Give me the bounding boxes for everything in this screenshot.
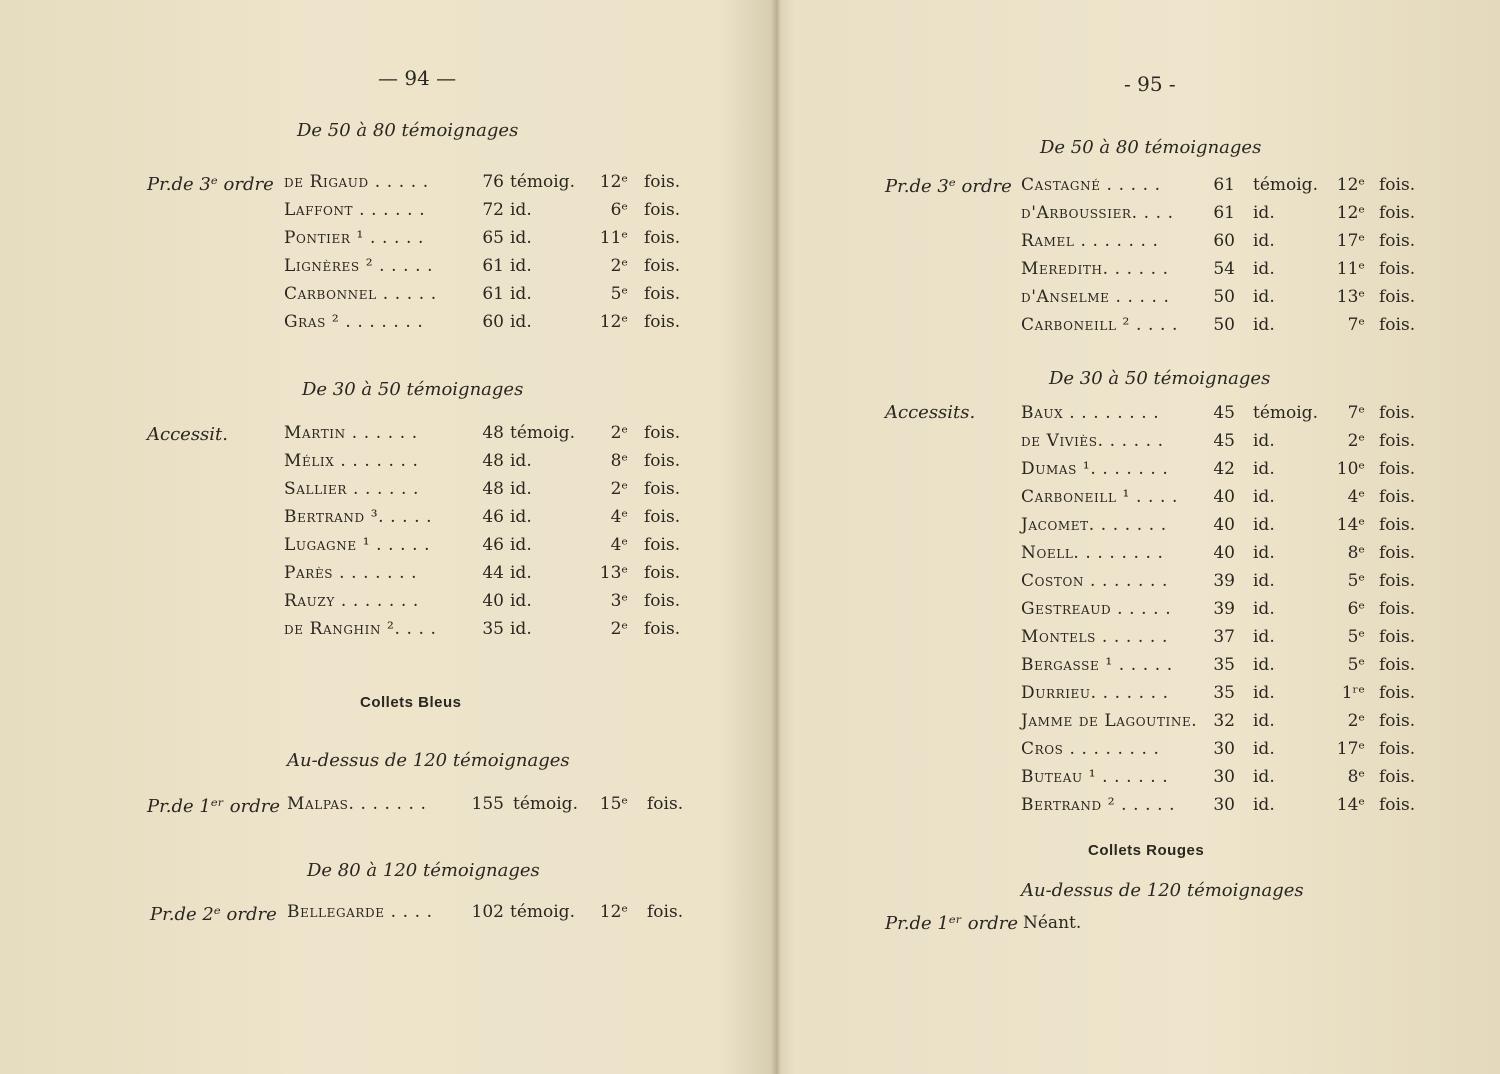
name-cell: Bergasse ¹ . . . . . (1021, 655, 1173, 675)
name-cell: Bertrand ³. . . . . (284, 507, 433, 527)
table-row (0, 507, 771, 535)
table-row (0, 563, 771, 591)
name-cell: Jamme de Lagoutine. (1021, 711, 1198, 731)
table-row (781, 231, 1500, 259)
fois-cell: fois. (644, 507, 681, 527)
name-cell: Bellegarde . . . . (287, 902, 433, 922)
rank-label: Pr.de 1ᵉʳ ordre (885, 913, 1018, 934)
unit-cell: id. (1253, 627, 1275, 647)
table-row (0, 902, 771, 930)
count-cell: 40 (1213, 487, 1235, 507)
unit-cell: témoig. (510, 172, 575, 192)
table-row (0, 284, 771, 312)
name-cell: de Rigaud . . . . . (284, 172, 429, 192)
fois-cell: fois. (1379, 203, 1416, 223)
section-heading: De 30 à 50 témoignages (302, 379, 524, 400)
ordinal-cell: 2ᵉ (610, 479, 628, 499)
fois-cell: fois. (644, 228, 681, 248)
fois-cell: fois. (1379, 231, 1416, 251)
ordinal-cell: 2ᵉ (1347, 431, 1365, 451)
count-cell: 48 (482, 479, 504, 499)
ordinal-cell: 5ᵉ (1347, 627, 1365, 647)
ordinal-cell: 6ᵉ (610, 200, 628, 220)
table-row (781, 487, 1500, 515)
name-cell: Bertrand ² . . . . . (1021, 795, 1176, 815)
section-heading: De 50 à 80 témoignages (297, 120, 519, 141)
ordinal-cell: 4ᵉ (1347, 487, 1365, 507)
unit-cell: id. (510, 563, 532, 583)
unit-cell: témoig. (510, 902, 575, 922)
name-cell: Gestreaud . . . . . (1021, 599, 1172, 619)
unit-cell: id. (1253, 739, 1275, 759)
section-heading: Au-dessus de 120 témoignages (287, 750, 570, 771)
unit-cell: id. (510, 479, 532, 499)
table-row (0, 172, 771, 200)
ordinal-cell: 1ʳᵉ (1341, 683, 1365, 703)
count-cell: 76 (482, 172, 504, 192)
name-cell: Laffont . . . . . . (284, 200, 426, 220)
ordinal-cell: 14ᵉ (1336, 795, 1365, 815)
table-row (781, 767, 1500, 795)
unit-cell: id. (510, 507, 532, 527)
page-number: — 94 — (378, 66, 457, 90)
ordinal-cell: 15ᵉ (599, 794, 628, 814)
ordinal-cell: 5ᵉ (1347, 655, 1365, 675)
count-cell: 61 (482, 256, 504, 276)
collets-heading: Collets Rouges (1088, 842, 1205, 859)
unit-cell: id. (510, 535, 532, 555)
name-cell: d'Anselme . . . . . (1021, 287, 1170, 307)
name-cell: Coston . . . . . . . (1021, 571, 1169, 591)
rank-label: Accessit. (147, 424, 228, 445)
fois-cell: fois. (1379, 571, 1416, 591)
name-cell: Noell. . . . . . . . (1021, 543, 1164, 563)
fois-cell: fois. (1379, 739, 1416, 759)
table-row (0, 312, 771, 340)
count-cell: 39 (1213, 571, 1235, 591)
name-cell: Carboneill ¹ . . . . (1021, 487, 1178, 507)
table-row (781, 711, 1500, 739)
neant-value: Néant. (1023, 913, 1082, 933)
name-cell: Ramel . . . . . . . (1021, 231, 1159, 251)
fois-cell: fois. (644, 591, 681, 611)
table-row (781, 627, 1500, 655)
unit-cell: id. (510, 256, 532, 276)
count-cell: 60 (1213, 231, 1235, 251)
fois-cell: fois. (644, 451, 681, 471)
fois-cell: fois. (1379, 683, 1416, 703)
ordinal-cell: 5ᵉ (1347, 571, 1365, 591)
fois-cell: fois. (1379, 627, 1416, 647)
unit-cell: id. (1253, 711, 1275, 731)
fois-cell: fois. (644, 619, 681, 639)
table-row (781, 543, 1500, 571)
section-heading: Au-dessus de 120 témoignages (1021, 880, 1304, 901)
page-number: - 95 - (1124, 72, 1176, 96)
ordinal-cell: 12ᵉ (599, 902, 628, 922)
count-cell: 50 (1213, 315, 1235, 335)
fois-cell: fois. (644, 423, 681, 443)
fois-cell: fois. (1379, 655, 1416, 675)
table-row (0, 619, 771, 647)
fois-cell: fois. (644, 200, 681, 220)
table-row (0, 479, 771, 507)
ordinal-cell: 2ᵉ (1347, 711, 1365, 731)
table-row (0, 423, 771, 451)
ordinal-cell: 6ᵉ (1347, 599, 1365, 619)
name-cell: Baux . . . . . . . . (1021, 403, 1160, 423)
count-cell: 45 (1213, 431, 1235, 451)
fois-cell: fois. (1379, 711, 1416, 731)
name-cell: Buteau ¹ . . . . . . (1021, 767, 1169, 787)
ordinal-cell: 3ᵉ (610, 591, 628, 611)
name-cell: Lignères ² . . . . . (284, 256, 434, 276)
unit-cell: id. (1253, 683, 1275, 703)
table-row (781, 683, 1500, 711)
fois-cell: fois. (644, 479, 681, 499)
table-row (781, 655, 1500, 683)
unit-cell: id. (1253, 315, 1275, 335)
count-cell: 42 (1213, 459, 1235, 479)
fois-cell: fois. (1379, 315, 1416, 335)
ordinal-cell: 2ᵉ (610, 256, 628, 276)
book-gutter (771, 0, 781, 1074)
count-cell: 37 (1213, 627, 1235, 647)
table-row (781, 599, 1500, 627)
unit-cell: id. (510, 228, 532, 248)
table-row (781, 403, 1500, 431)
count-cell: 48 (482, 423, 504, 443)
name-cell: d'Arboussier. . . . (1021, 203, 1174, 223)
name-cell: Jacomet. . . . . . . (1021, 515, 1167, 535)
ordinal-cell: 7ᵉ (1347, 315, 1365, 335)
count-cell: 61 (482, 284, 504, 304)
table-row (781, 203, 1500, 231)
unit-cell: id. (1253, 515, 1275, 535)
ordinal-cell: 12ᵉ (599, 172, 628, 192)
unit-cell: id. (1253, 287, 1275, 307)
ordinal-cell: 8ᵉ (1347, 767, 1365, 787)
table-row (0, 794, 771, 822)
fois-cell: fois. (644, 535, 681, 555)
fois-cell: fois. (644, 284, 681, 304)
table-row (781, 571, 1500, 599)
table-row (781, 459, 1500, 487)
ordinal-cell: 14ᵉ (1336, 515, 1365, 535)
fois-cell: fois. (1379, 259, 1416, 279)
table-row (781, 315, 1500, 343)
unit-cell: témoig. (1253, 175, 1318, 195)
name-cell: Durrieu. . . . . . . (1021, 683, 1169, 703)
unit-cell: id. (1253, 795, 1275, 815)
fois-cell: fois. (1379, 175, 1416, 195)
unit-cell: id. (1253, 231, 1275, 251)
ordinal-cell: 12ᵉ (1336, 203, 1365, 223)
ordinal-cell: 10ᵉ (1336, 459, 1365, 479)
ordinal-cell: 4ᵉ (610, 507, 628, 527)
count-cell: 50 (1213, 287, 1235, 307)
ordinal-cell: 17ᵉ (1336, 739, 1365, 759)
name-cell: Cros . . . . . . . . (1021, 739, 1160, 759)
count-cell: 30 (1213, 739, 1235, 759)
name-cell: Meredith. . . . . . (1021, 259, 1169, 279)
name-cell: Parès . . . . . . . (284, 563, 418, 583)
fois-cell: fois. (644, 172, 681, 192)
fois-cell: fois. (647, 794, 684, 814)
unit-cell: id. (1253, 459, 1275, 479)
name-cell: Lugagne ¹ . . . . . (284, 535, 431, 555)
count-cell: 46 (482, 507, 504, 527)
ordinal-cell: 7ᵉ (1347, 403, 1365, 423)
section-heading: De 80 à 120 témoignages (307, 860, 540, 881)
name-cell: de Viviès. . . . . . (1021, 431, 1164, 451)
unit-cell: id. (510, 284, 532, 304)
table-row (0, 256, 771, 284)
unit-cell: id. (1253, 431, 1275, 451)
fois-cell: fois. (1379, 767, 1416, 787)
ordinal-cell: 8ᵉ (610, 451, 628, 471)
name-cell: Martin . . . . . . (284, 423, 418, 443)
fois-cell: fois. (1379, 459, 1416, 479)
ordinal-cell: 11ᵉ (1336, 259, 1365, 279)
ordinal-cell: 12ᵉ (1336, 175, 1365, 195)
fois-cell: fois. (1379, 599, 1416, 619)
count-cell: 48 (482, 451, 504, 471)
count-cell: 54 (1213, 259, 1235, 279)
name-cell: Montels . . . . . . (1021, 627, 1168, 647)
table-row (781, 287, 1500, 315)
name-cell: Carboneill ² . . . . (1021, 315, 1178, 335)
name-cell: Mélix . . . . . . . (284, 451, 419, 471)
unit-cell: id. (510, 619, 532, 639)
count-cell: 39 (1213, 599, 1235, 619)
ordinal-cell: 4ᵉ (610, 535, 628, 555)
fois-cell: fois. (1379, 487, 1416, 507)
ordinal-cell: 2ᵉ (610, 619, 628, 639)
name-cell: Dumas ¹. . . . . . . (1021, 459, 1169, 479)
ordinal-cell: 11ᵉ (599, 228, 628, 248)
fois-cell: fois. (1379, 543, 1416, 563)
fois-cell: fois. (1379, 431, 1416, 451)
count-cell: 32 (1213, 711, 1235, 731)
count-cell: 46 (482, 535, 504, 555)
count-cell: 35 (1213, 655, 1235, 675)
name-cell: de Ranghin ². . . . (284, 619, 437, 639)
table-row (0, 451, 771, 479)
rank-label: Pr.de 3ᵉ ordre (147, 174, 274, 195)
unit-cell: id. (510, 591, 532, 611)
table-row (781, 795, 1500, 823)
table-row (781, 175, 1500, 203)
count-cell: 40 (482, 591, 504, 611)
table-row (781, 431, 1500, 459)
unit-cell: id. (1253, 571, 1275, 591)
fois-cell: fois. (1379, 795, 1416, 815)
count-cell: 35 (1213, 683, 1235, 703)
count-cell: 60 (482, 312, 504, 332)
collets-heading: Collets Bleus (360, 694, 462, 711)
count-cell: 30 (1213, 767, 1235, 787)
unit-cell: id. (1253, 655, 1275, 675)
name-cell: Carbonnel . . . . . (284, 284, 437, 304)
rank-label: Pr.de 2ᵉ ordre (150, 904, 277, 925)
table-row (781, 739, 1500, 767)
ordinal-cell: 8ᵉ (1347, 543, 1365, 563)
ordinal-cell: 2ᵉ (610, 423, 628, 443)
unit-cell: id. (1253, 259, 1275, 279)
section-heading: De 50 à 80 témoignages (1040, 137, 1262, 158)
unit-cell: témoig. (513, 794, 578, 814)
count-cell: 30 (1213, 795, 1235, 815)
unit-cell: id. (510, 200, 532, 220)
table-row (0, 228, 771, 256)
name-cell: Castagné . . . . . (1021, 175, 1161, 195)
unit-cell: témoig. (510, 423, 575, 443)
unit-cell: id. (510, 451, 532, 471)
count-cell: 61 (1213, 175, 1235, 195)
unit-cell: id. (1253, 203, 1275, 223)
name-cell: Sallier . . . . . . (284, 479, 420, 499)
count-cell: 40 (1213, 543, 1235, 563)
unit-cell: id. (1253, 767, 1275, 787)
rank-label: Accessits. (885, 402, 976, 423)
count-cell: 44 (482, 563, 504, 583)
ordinal-cell: 13ᵉ (1336, 287, 1365, 307)
ordinal-cell: 17ᵉ (1336, 231, 1365, 251)
unit-cell: id. (1253, 487, 1275, 507)
count-cell: 65 (482, 228, 504, 248)
count-cell: 102 (471, 902, 504, 922)
table-row (0, 535, 771, 563)
ordinal-cell: 13ᵉ (599, 563, 628, 583)
unit-cell: id. (1253, 543, 1275, 563)
count-cell: 40 (1213, 515, 1235, 535)
unit-cell: id. (1253, 599, 1275, 619)
table-row (0, 591, 771, 619)
unit-cell: id. (510, 312, 532, 332)
unit-cell: témoig. (1253, 403, 1318, 423)
name-cell: Rauzy . . . . . . . (284, 591, 419, 611)
ordinal-cell: 12ᵉ (599, 312, 628, 332)
count-cell: 45 (1213, 403, 1235, 423)
rank-label: Pr.de 3ᵉ ordre (885, 176, 1012, 197)
table-row (781, 259, 1500, 287)
count-cell: 61 (1213, 203, 1235, 223)
fois-cell: fois. (1379, 515, 1416, 535)
count-cell: 155 (471, 794, 504, 814)
name-cell: Malpas. . . . . . . (287, 794, 427, 814)
count-cell: 35 (482, 619, 504, 639)
count-cell: 72 (482, 200, 504, 220)
table-row (781, 515, 1500, 543)
section-heading: De 30 à 50 témoignages (1049, 368, 1271, 389)
fois-cell: fois. (647, 902, 684, 922)
fois-cell: fois. (1379, 403, 1416, 423)
fois-cell: fois. (644, 256, 681, 276)
rank-label: Pr.de 1ᵉʳ ordre (147, 796, 280, 817)
table-row (0, 200, 771, 228)
fois-cell: fois. (1379, 287, 1416, 307)
name-cell: Pontier ¹ . . . . . (284, 228, 424, 248)
ordinal-cell: 5ᵉ (610, 284, 628, 304)
fois-cell: fois. (644, 563, 681, 583)
right-page (781, 0, 1500, 1074)
fois-cell: fois. (644, 312, 681, 332)
name-cell: Gras ² . . . . . . . (284, 312, 424, 332)
